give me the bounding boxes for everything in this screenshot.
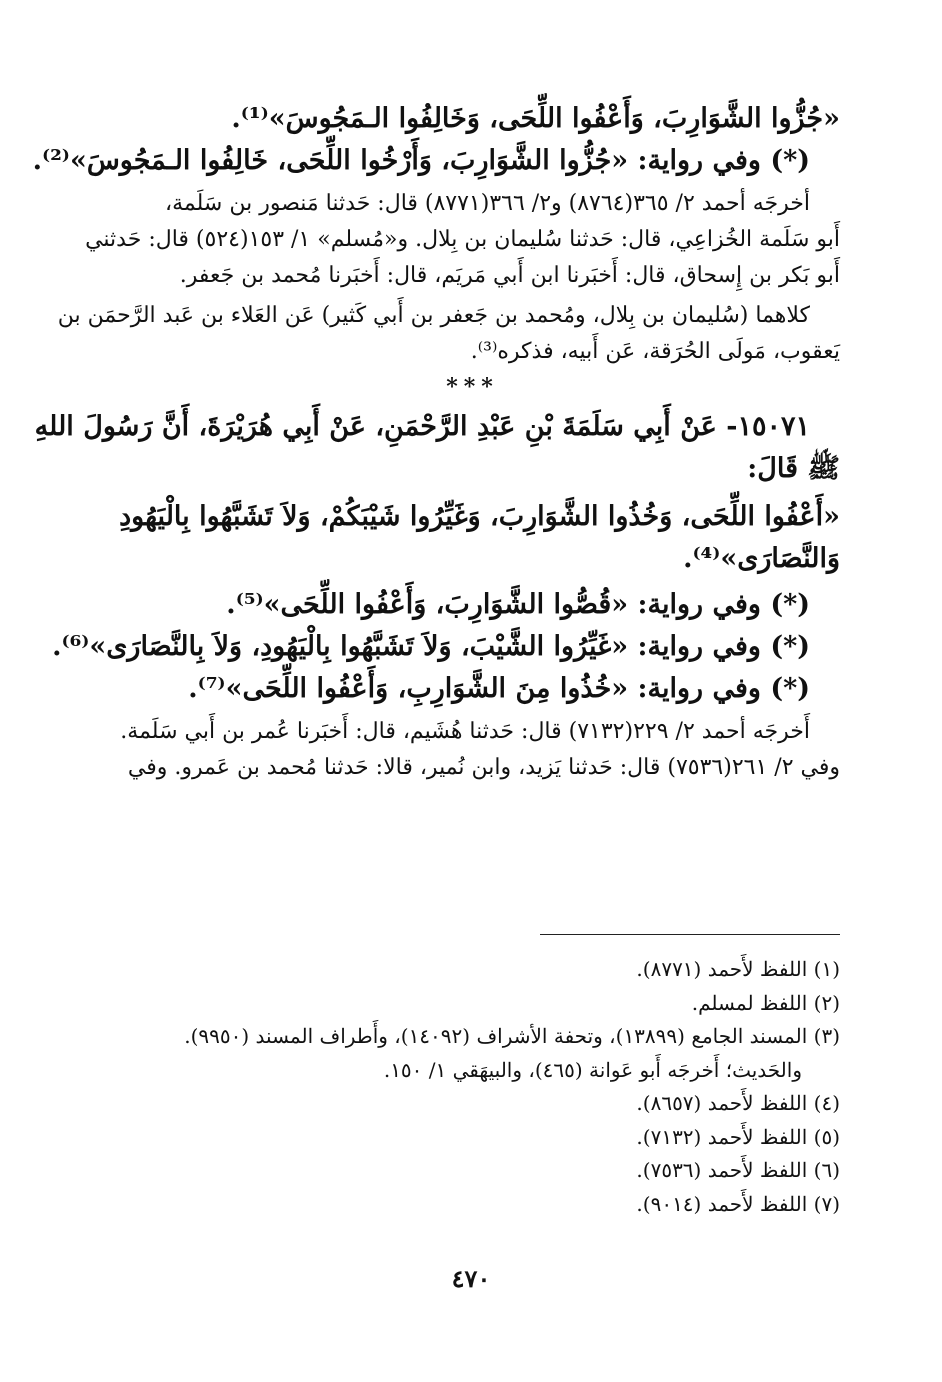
text-line: وَالنَّصَارَى»⁽⁴⁾. — [683, 543, 840, 574]
text-line: أخرجَه أحمد ٢/ ٣٦٥(٨٧٦٤) و٢/ ٣٦٦(٨٧٧١) قال: حَدثنا مَنصور بن سَلَمة، — [165, 191, 810, 216]
footnote-divider — [540, 934, 840, 935]
text-line: أَبو سَلَمة الخُزاعِي، قال: حَدثنا سُليمان بن بِلال. و«مُسلم» ١/ ١٥٣(٥٢٤) قال: حَدثني — [85, 227, 840, 252]
footnote: (٤) اللفظ لأَحمد (٨٦٥٧). — [636, 1091, 840, 1115]
text-line: كلاهما (سُليمان بن بِلال، ومُحمد بن جَعفر بن أَبي كَثير) عَن العَلاء بن عَبد الرَّحمَن بن — [57, 303, 810, 328]
riwayat-list — [52, 584, 840, 710]
footnote: (٥) اللفظ لأَحمد (٧١٣٢). — [636, 1124, 840, 1149]
footnote-continuation: والحَديث؛ أَخرجَه أَبو عَوانة (٤٦٥)، والبيهَقي ١/ ١٥٠. — [383, 1057, 802, 1082]
takhrij-paragraph — [57, 298, 840, 370]
riwaya-line: (*) وفي رواية: «جُزُّوا الشَّوَارِبَ، وَأَرْخُوا اللِّحَى، خَالِفُوا الـمَجُوسَ»⁽²⁾. — [32, 145, 810, 176]
footnotes — [105, 953, 840, 1221]
footnote: (٧) اللفظ لأَحمد (٩٠١٤). — [636, 1191, 840, 1216]
text-line: وفي ٢/ ٢٦١(٧٥٣٦) قال: حَدثنا يَزيد، وابن نُمير، قالا: حَدثنا مُحمد بن عَمرو. وفي — [127, 755, 840, 780]
riwaya-line: (*) وفي رواية: «غَيِّرُوا الشَّيْبَ، وَلاَ تَشَبَّهُوا بِالْيَهُودِ، وَلاَ بِالنَّصَارَى»⁽⁶⁾. — [52, 631, 810, 662]
hadith-number-line: ١٥٠٧١- عَنْ أَبِي سَلَمَةَ بْنِ عَبْدِ الرَّحْمَنِ، عَنْ أَبِي هُرَيْرَةَ، أَنَّ رَسُولَ اللهِ — [34, 411, 810, 442]
page-number: ٤٧٠ — [451, 1264, 491, 1293]
main-text — [32, 98, 840, 786]
riwaya-line: (*) وفي رواية: «خُذُوا مِنَ الشَّوَارِبِ، وَأَعْفُوا اللِّحَى»⁽⁷⁾. — [188, 673, 810, 704]
text-line: «أَعْفُوا اللِّحَى، وَخُذُوا الشَّوَارِبَ، وَغَيِّرُوا شَيْبَكُمْ، وَلاَ تَشَبَّهُوا بِالْيَهُودِ — [119, 501, 840, 532]
footnote: (٢) اللفظ لمسلم. — [691, 990, 840, 1015]
takhrij-paragraph — [105, 714, 840, 786]
footnote: (٦) اللفظ لأَحمد (٧٥٣٦). — [636, 1158, 840, 1182]
text-line: أَخرجَه أحمد ٢/ ٢٢٩(٧١٣٢) قال: حَدثنا هُشَيم، قال: أَخبَرنا عُمر بن أَبي سَلَمة. — [120, 719, 810, 744]
section-separator: *** — [446, 374, 499, 400]
footnote: (٣) المسند الجامع (١٣٨٩٩)، وتحفة الأشراف (١٤٠٩٢)، وأَطراف المسند (٩٩٥٠). — [184, 1024, 840, 1048]
text-line: «جُزُّوا الشَّوَارِبَ، وَأَعْفُوا اللِّحَى، وَخَالِفُوا الـمَجُوسَ»⁽¹⁾. — [231, 103, 840, 134]
hadith-header — [34, 406, 840, 490]
text-line: ﷺ قَالَ: — [747, 453, 840, 484]
text-line: يَعقوب، مَولَى الحُرَقة، عَن أَبيه، فذكره⁽³⁾. — [470, 339, 840, 364]
text-line: أَبو بَكر بن إِسحاق، قال: أَخبَرنا ابن أَبي مَريَم، قال: أَخبَرنا مُحمد بن جَعفر. — [179, 263, 840, 288]
footnote: (١) اللفظ لأَحمد (٨٧٧١). — [636, 957, 840, 981]
hadith-continuation — [32, 98, 840, 182]
riwaya-line: (*) وفي رواية: «قُصُّوا الشَّوَارِبَ، وَأَعْفُوا اللِّحَى»⁽⁵⁾. — [226, 589, 810, 620]
hadith-text — [105, 496, 840, 580]
takhrij-paragraph — [85, 186, 840, 294]
